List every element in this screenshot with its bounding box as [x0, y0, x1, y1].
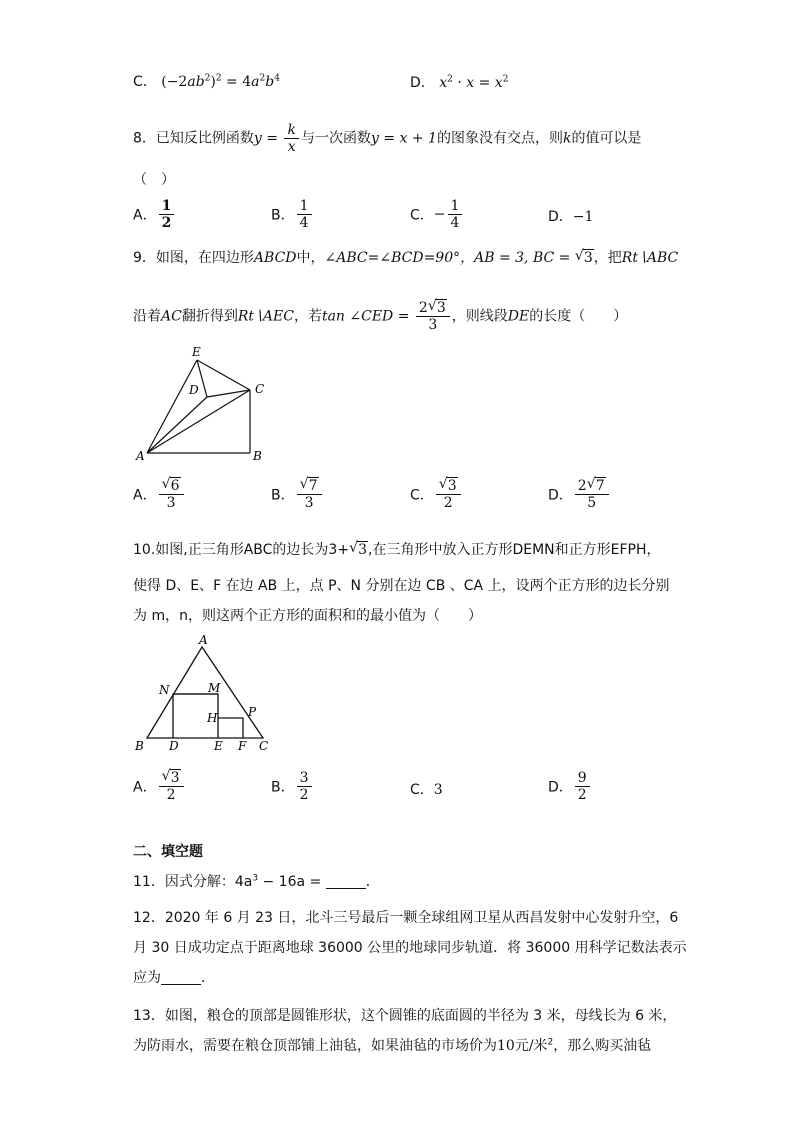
- label-D: D: [169, 739, 179, 753]
- label-E: E: [214, 739, 223, 753]
- q10-option-c[interactable]: C．3: [410, 782, 443, 798]
- label-C: C: [255, 382, 265, 396]
- q9-stem-line1: 9．如图，在四边形ABCD中，∠ABC=∠BCD=90°，AB = 3, BC = √ 3，把Rt∖ABC: [133, 248, 679, 266]
- label-H: H: [207, 711, 218, 725]
- q12-line1: 12．2020 年 6 月 23 日，北斗三号最后一颗全球组网卫星从西昌发射中心发射升空，6: [133, 910, 679, 926]
- q9-option-d[interactable]: D． 2 √ 7 5: [548, 478, 611, 511]
- label-A: A: [136, 449, 145, 463]
- segment-EC: [197, 360, 250, 390]
- segment-AE: [147, 360, 197, 453]
- q7-option-d: D． $x^2 \cdot x = x^2$: [410, 74, 509, 91]
- q10-stem-line1: 10.如图,正三角形ABC的边长为3+ √ 3,在三角形中放入正方形DEMN和正方形EFPH，: [133, 540, 661, 558]
- q8-option-a[interactable]: A． $\frac{1}{2}$: [133, 198, 176, 231]
- label-C: C: [259, 739, 269, 753]
- q9-option-c[interactable]: C． √ 3 2: [410, 478, 463, 511]
- label-D: D: [189, 383, 199, 397]
- q8-option-d[interactable]: D．−1: [548, 209, 594, 225]
- q7-option-c: C． $(-2ab^2)^2 = 4a^2b^4$: [133, 73, 280, 90]
- label-P: P: [248, 705, 257, 719]
- q12-line3: 应为 ．: [133, 970, 215, 986]
- label-B: B: [135, 739, 144, 753]
- option-label: C．: [133, 74, 157, 90]
- q12-line2: 月 30 日成功定点于距离地球 36000 公里的地球同步轨道．将 36000 用科学记数法表示: [133, 940, 687, 956]
- answer-blank[interactable]: [161, 970, 201, 985]
- q8-option-c[interactable]: C．− $\frac{1}{4}$: [410, 198, 464, 231]
- q10-figure: [128, 632, 278, 757]
- q9-option-a[interactable]: A． √ 6 3: [133, 478, 186, 511]
- label-F: F: [238, 739, 247, 753]
- q10-option-b[interactable]: B． $\frac{3}{2}$: [271, 770, 314, 803]
- label-E: E: [192, 345, 201, 359]
- answer-blank[interactable]: [326, 874, 366, 889]
- q8-paren: （ ）: [133, 172, 175, 188]
- q8-stem: 8．已知反比例函数y = $\frac{k}{x}$ 与一次函数y = x + 1的图象没有交点，则k的值可以是: [133, 122, 642, 155]
- q10-option-a[interactable]: A． √ 3 2: [133, 770, 186, 803]
- q10-stem-line2: 使得 D、E、F 在边 AB 上，点 P、N 分别在边 CB 、CA 上，设两个正方形的边长分别: [133, 578, 670, 594]
- square-EFPH: [218, 718, 243, 738]
- fraction: $\frac{k}{x}$: [284, 122, 298, 155]
- section-title: 二、填空题: [133, 844, 203, 860]
- q9-stem-line2: 沿着AC翻折得到Rt∖AEC，若tan ∠CED = 2 √ 3 3 ，则线段DE的长度（ ）: [133, 298, 628, 333]
- q8-option-b[interactable]: B． $\frac{1}{4}$: [271, 198, 314, 231]
- label-M: M: [208, 681, 221, 695]
- segment-AC: [147, 390, 250, 453]
- q10-option-d[interactable]: D． $\frac{9}{2}$: [548, 770, 592, 803]
- q10-stem-line3: 为 m，n，则这两个正方形的面积和的最小值为（ ）: [133, 608, 482, 624]
- q13-line1: 13．如图，粮仓的顶部是圆锥形状，这个圆锥的底面圆的半径为 3 米，母线长为 6 米，: [133, 1008, 677, 1024]
- label-N: N: [159, 683, 170, 697]
- q9-option-b[interactable]: B． √ 7 3: [271, 478, 324, 511]
- label-B: B: [253, 449, 262, 463]
- label-A: A: [199, 633, 208, 647]
- q11: 11．因式分解：$4a^3 - 16a$ = ．: [133, 873, 380, 890]
- q13-line2: 为防雨水，需要在粮仓顶部铺上油毡，如果油毡的市场价为10元/米$^2$，那么购买油毡: [133, 1037, 652, 1054]
- q9-figure: [130, 340, 280, 465]
- segment-AD: [147, 397, 207, 453]
